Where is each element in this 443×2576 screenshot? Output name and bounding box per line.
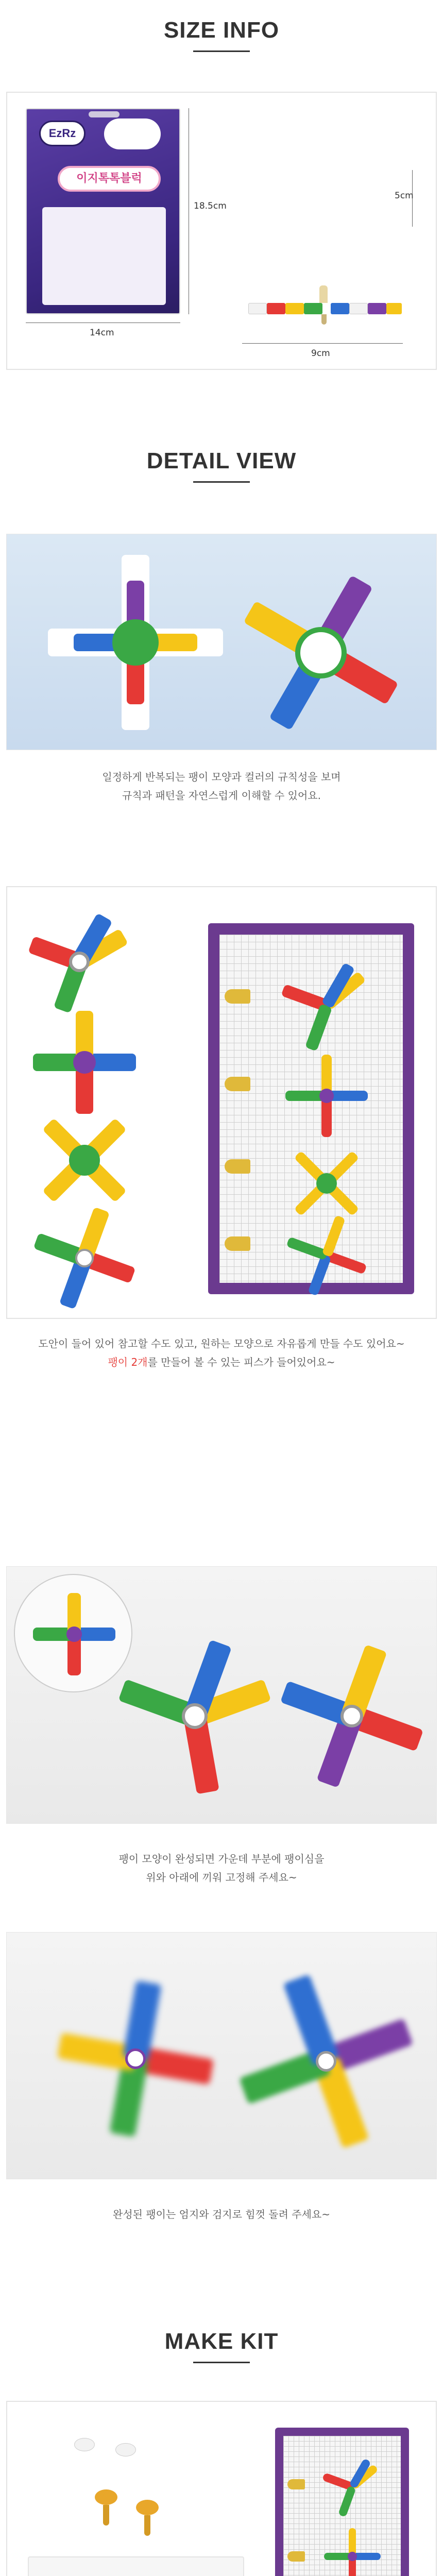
assembled-top-2 [275, 1634, 429, 1799]
top-axis-pieces [64, 2433, 182, 2536]
spinning-hub-2 [316, 2051, 336, 2072]
design-tag-1 [225, 989, 250, 1004]
kit-design-sheet [275, 2428, 409, 2576]
package-sticker [104, 118, 161, 149]
hang-hole [89, 111, 120, 117]
design-pinwheel-3 [270, 1140, 383, 1227]
caption-design [0, 1334, 443, 1371]
detail-view-title: DETAIL VIEW [146, 448, 297, 473]
spinning-photo [6, 1932, 437, 2179]
design-pinwheel-1 [270, 954, 383, 1057]
title-divider [193, 481, 250, 483]
size-info-header [0, 18, 443, 52]
cross-top-toy [233, 565, 408, 740]
caption-design-highlight: 팽이 2개 [108, 1356, 148, 1368]
caption-assembly-line2: 위와 아래에 끼워 고정해 주세요~ [146, 1871, 297, 1884]
height-dimension-label: 18.5cm [194, 201, 227, 211]
design-pinwheel-4 [270, 1217, 383, 1294]
assembled-top-1 [110, 1634, 280, 1799]
toy-height-label: 5cm [395, 191, 414, 201]
design-pinwheel-2 [270, 1052, 383, 1140]
caption-assembly [0, 1850, 443, 1887]
toy-width-line [242, 343, 403, 344]
detail-view-header [0, 448, 443, 483]
make-kit-panel [6, 2401, 437, 2576]
caption-spinning [0, 2205, 443, 2224]
caption-design-line2-rest: 를 만들어 볼 수 있는 피스가 들어있어요~ [147, 1356, 335, 1368]
caption-spinning-text: 완성된 팽이는 엄지와 검지로 힘껏 돌려 주세요~ [113, 2208, 330, 2221]
size-info-panel [6, 92, 437, 370]
caption-pattern [0, 768, 443, 805]
caption-design-line2 [0, 1353, 443, 1371]
caption-design-line1: 도안이 들어 있어 참고할 수도 있고, 원하는 모양으로 자유롭게 만들 수도 있어요~ [38, 1337, 405, 1350]
design-tag-4 [225, 1236, 250, 1251]
title-divider [193, 50, 250, 52]
toy-width-label: 9cm [311, 348, 330, 359]
assembly-photo [6, 1566, 437, 1824]
spinning-hub-1 [125, 2048, 146, 2069]
make-kit-title: MAKE KIT [164, 2329, 279, 2354]
make-kit-header [0, 2329, 443, 2363]
star-top-toy [43, 550, 228, 735]
width-dimension-label: 14cm [90, 328, 114, 338]
design-tag-2 [225, 1077, 250, 1091]
pinwheel-toy-4 [28, 1212, 141, 1304]
caption-assembly-line1: 팽이 모양이 완성되면 가운데 부분에 팽이심을 [118, 1853, 325, 1865]
block-pieces-bag [28, 2556, 244, 2576]
design-tag-3 [225, 1159, 250, 1174]
package-label: 이지톡톡블럭 [58, 166, 161, 192]
caption-pattern-line2: 규칙과 패턴을 자연스럽게 이해할 수 있어요. [122, 789, 321, 802]
pattern-photo [6, 534, 437, 750]
design-sheet [208, 923, 414, 1294]
spinning-top-side-view [248, 297, 403, 328]
pinwheel-toy-3 [28, 1114, 141, 1207]
brand-logo: EzRz [39, 121, 86, 146]
pinwheel-toy-2 [28, 1016, 141, 1109]
package-image [26, 108, 180, 314]
pinwheel-toy-1 [23, 918, 136, 1006]
size-info-title: SIZE INFO [163, 18, 280, 43]
design-sheet-photo [6, 886, 437, 1319]
package-window [42, 207, 166, 305]
title-divider [193, 2362, 250, 2363]
caption-pattern-line1: 일정하게 반복되는 팽이 모양과 컬러의 규칙성을 보며 [102, 771, 341, 783]
